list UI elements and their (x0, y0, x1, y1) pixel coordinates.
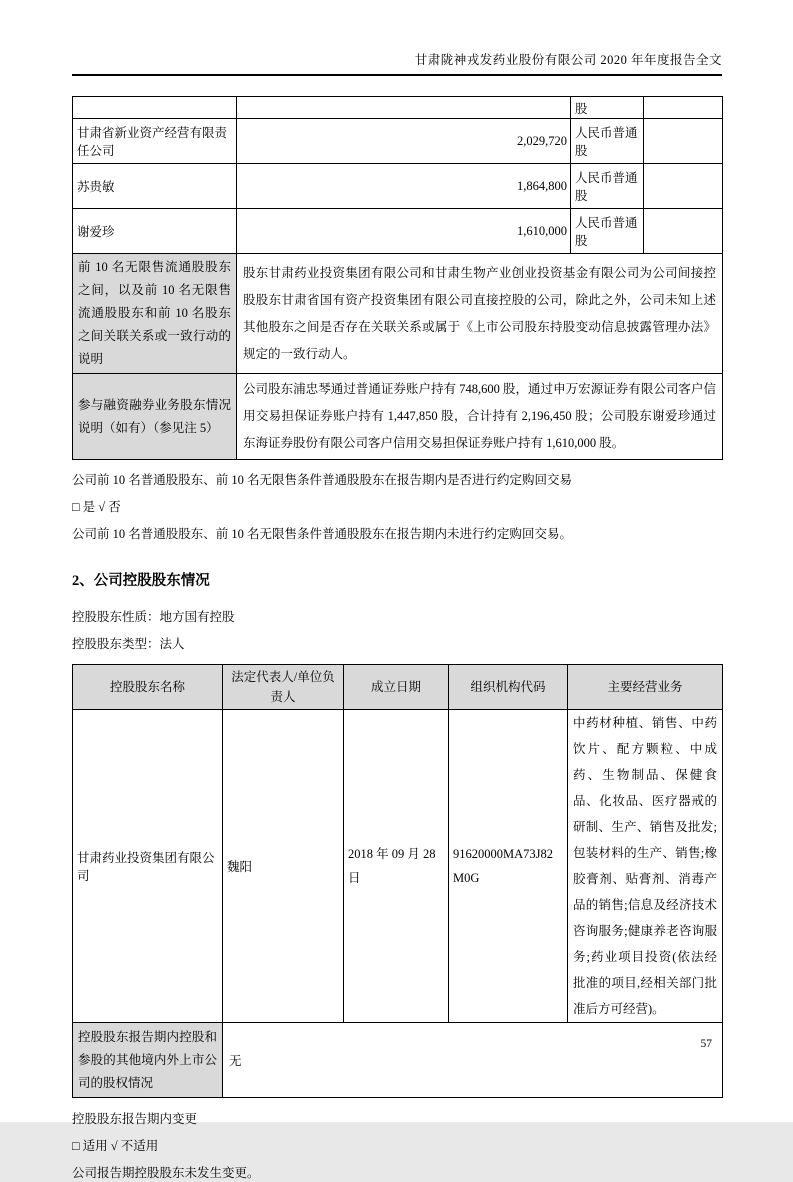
page-number: 57 (700, 1038, 712, 1050)
controlling-shareholder-row (73, 710, 723, 1023)
repurchase-question: 公司前 10 名普通股股东、前 10 名无限售条件普通股股东在报告期内是否进行约定购回交易 (72, 473, 573, 487)
top-shareholders-table (72, 96, 723, 460)
shareholder-row (73, 209, 723, 254)
share-type: 人民币普通股 (571, 164, 644, 209)
share-type: 人民币普通股 (571, 119, 644, 164)
empty-cell (644, 209, 723, 254)
shareholder-row (73, 164, 723, 209)
shares-held: 1,864,800 (237, 164, 571, 209)
table-header-row (73, 665, 723, 710)
other-listed-companies-row (73, 1023, 723, 1098)
change-options: □ 适用 √ 不适用 (72, 1139, 159, 1153)
main-business: 中药材种植、销售、中药饮片、配方颗粒、中成药、生物制品、保健食品、化妆品、医疗器戒的研制、生产、销售及批发;包装材料的生产、销售;橡胶膏剂、贴膏剂、消毒产品的销售;信息及经济技术咨询服务;健康养老咨询服务;药业项目投资(依法经批准的项目,经相关部门批准后方可经营)。 (568, 710, 723, 1023)
other-listed-label: 控股股东报告期内控股和参股的其他境内外上市公司的股权情况 (73, 1023, 223, 1098)
empty-cell (644, 164, 723, 209)
controlling-shareholder-type: 控股股东类型：法人 (72, 637, 185, 651)
note-content: 公司股东浦忠琴通过普通证券账户持有 748,600 股，通过申万宏源证券有限公司客户信用交易担保证券账户持有 1,447,850 股，合计持有 2,196,450 股；公司股东谢爱珍通过东海证券股份有限公司客户信用交易担保证券账户持有 1,610,000 股。 (237, 374, 723, 460)
table-row-carryover (73, 97, 723, 119)
note-content: 股东甘肃药业投资集团有限公司和甘肃生物产业创业投资基金有限公司为公司间接控股股东甘肃省国有资产投资集团有限公司直接控股的公司，除此之外，公司未知上述其他股东之间是否存在关联关系或属于《上市公司股东持股变动信息披露管理办法》规定的一致行动人。 (237, 254, 723, 374)
shareholder-name: 谢爱珍 (73, 209, 237, 254)
shares-held: 2,029,720 (237, 119, 571, 164)
column-header-legal-rep: 法定代表人/单位负责人 (223, 665, 344, 710)
other-listed-content: 无 (223, 1023, 723, 1098)
shareholder-name: 苏贵敏 (73, 164, 237, 209)
change-note: 公司报告期控股股东未发生变更。 (72, 1166, 260, 1180)
page-header-title: 甘肃陇神戎发药业股份有限公司 2020 年年度报告全文 (72, 50, 722, 76)
controlling-shareholder-table (72, 664, 723, 1098)
column-header-org-code: 组织机构代码 (449, 665, 568, 710)
repurchase-options: □ 是 √ 否 (72, 500, 121, 514)
org-code: 91620000MA73J82M0G (449, 710, 568, 1023)
note-label: 前 10 名无限售流通股股东之间，以及前 10 名无限售流通股股东和前 10 名股东之间关联关系或一致行动的说明 (73, 254, 237, 374)
column-header-business: 主要经营业务 (568, 665, 723, 710)
note-label: 参与融资融券业务股东情况说明（如有）（参见注 5） (73, 374, 237, 460)
column-header-name: 控股股东名称 (73, 665, 223, 710)
column-header-established: 成立日期 (344, 665, 449, 710)
margin-trading-note-row (73, 374, 723, 460)
share-type: 人民币普通股 (571, 209, 644, 254)
legal-representative: 魏阳 (223, 710, 344, 1023)
controlling-shareholder-name: 甘肃药业投资集团有限公司 (73, 710, 223, 1023)
established-date: 2018 年 09 月 28 日 (344, 710, 449, 1023)
section-heading: 2、公司控股股东情况 (72, 573, 210, 589)
empty-cell (644, 97, 723, 119)
controlling-shareholder-nature: 控股股东性质：地方国有控股 (72, 610, 235, 624)
relationship-note-row (73, 254, 723, 374)
empty-cell (237, 97, 571, 119)
change-title: 控股股东报告期内变更 (72, 1112, 198, 1126)
shareholder-row (73, 119, 723, 164)
shareholder-name: 甘肃省新业资产经营有限责任公司 (73, 119, 237, 164)
shares-held: 1,610,000 (237, 209, 571, 254)
share-type-carryover: 股 (571, 97, 644, 119)
empty-cell (644, 119, 723, 164)
repurchase-answer: 公司前 10 名普通股股东、前 10 名无限售条件普通股股东在报告期内未进行约定购回交易。 (72, 527, 573, 541)
empty-cell (73, 97, 237, 119)
